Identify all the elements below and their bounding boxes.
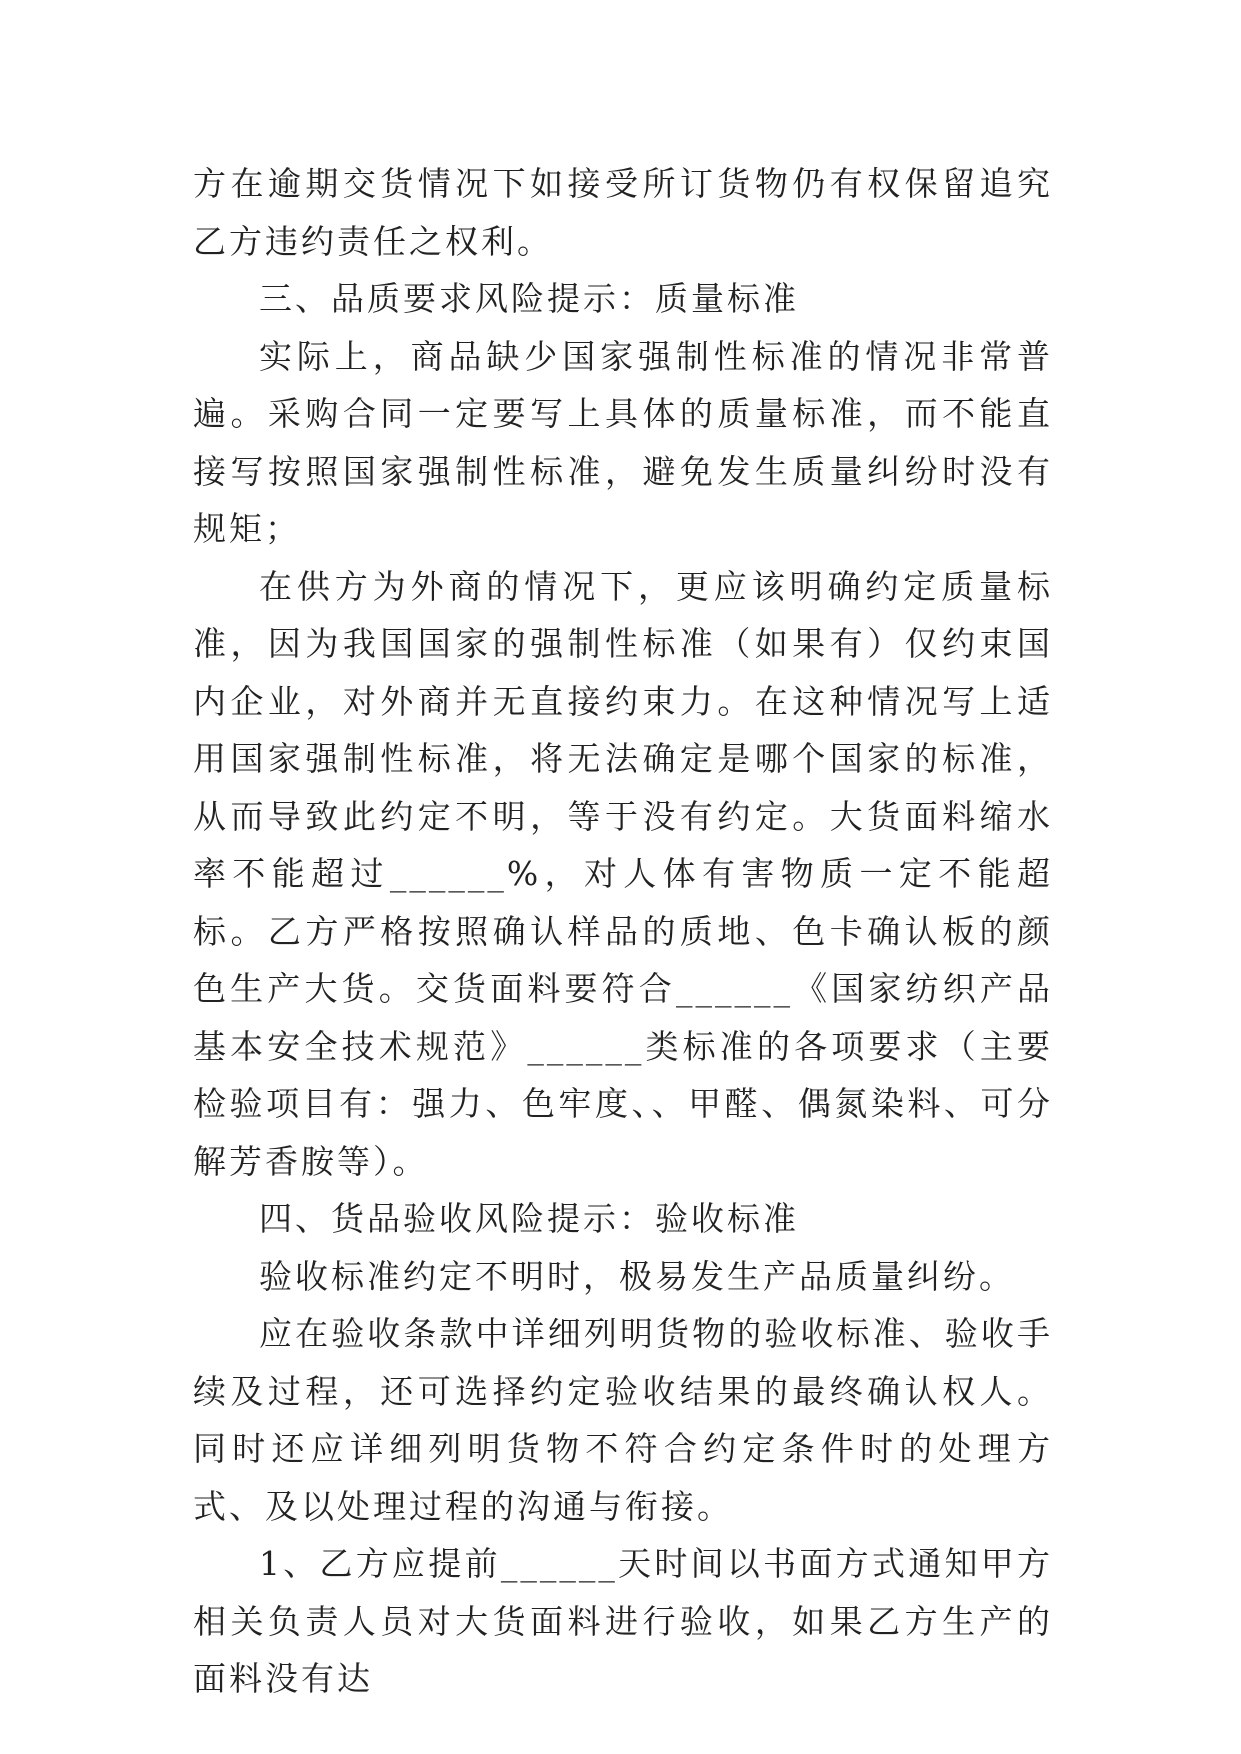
paragraph-breach-rights: 方在逾期交货情况下如接受所订货物仍有权保留追究乙方违约责任之权利。 — [193, 164, 1053, 261]
paragraph-acceptance-dispute: 验收标准约定不明时，极易发生产品质量纠纷。 — [259, 1256, 1015, 1296]
paragraph-quality-standard-missing: 实际上，商品缺少国家强制性标准的情况非常普遍。采购合同一定要写上具体的质量标准，而不能直接写按照国家强制性标准，避免发生质量纠纷时没有规矩； — [193, 336, 1053, 548]
heading-acceptance-risk: 四、货品验收风险提示：验收标准 — [259, 1199, 799, 1238]
paragraph-foreign-supplier-standard: 在供方为外商的情况下，更应该明确约定质量标准，因为我国国家的强制性标准（如果有）仅约束国内企业，对外商并无直接约束力。在这种情况写上适用国家强制性标准，将无法确定是哪个国家的标准，从而导致此约定不明，等于没有约定。大货面料缩水率不能超过______%，对人体有害物质一定不能超标。乙方严格按照确认样品的质地、色卡确认板的颜色生产大货。交货面料要符合______《国家纺织产品基本安全技术规范》______类标准的各项要求（主要检验项目有：强力、色牢度、、甲醛、偶氮染料、可分解芳香胺等）。 — [193, 566, 1053, 1181]
paragraph-acceptance-notice: 1、乙方应提前______天时间以书面方式通知甲方相关负责人员对大货面料进行验收，如果乙方生产的面料没有达 — [193, 1544, 1053, 1698]
paragraph-acceptance-clause: 应在验收条款中详细列明货物的验收标准、验收手续及过程，还可选择约定验收结果的最终确认权人。同时还应详细列明货物不符合约定条件时的处理方式、及以处理过程的沟通与衔接。 — [193, 1314, 1053, 1526]
heading-quality-risk: 三、品质要求风险提示：质量标准 — [259, 279, 799, 318]
document-body — [193, 155, 1053, 1708]
